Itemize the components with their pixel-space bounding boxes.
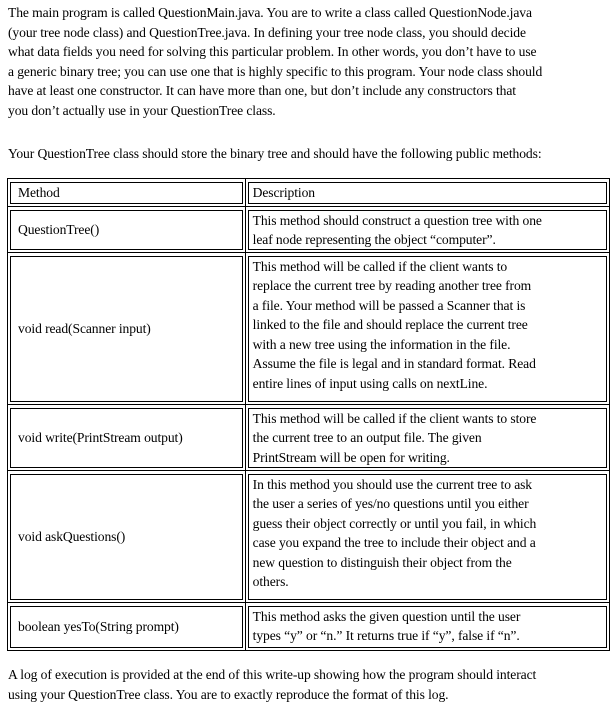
table-row: [8, 207, 610, 253]
method-signature: void askQuestions(): [18, 528, 126, 544]
header-method-label: Method: [18, 184, 60, 200]
method-cell: [8, 471, 246, 603]
method-cell: [8, 207, 246, 253]
intro-line: have at least one constructor. It can have more than one, but don’t include any constructors that: [8, 83, 516, 99]
description-line: the user a series of yes/no questions until you either: [252, 496, 529, 512]
description-line: types “y” or “n.” It returns true if “y”, false if “n”.: [252, 628, 520, 644]
method-signature: boolean yesTo(String prompt): [18, 618, 179, 634]
description-line: Assume the file is legal and in standard format. Read: [252, 356, 536, 372]
outro-line: using your QuestionTree class. You are to exactly reproduce the format of this log.: [8, 686, 449, 702]
outro-line: A log of execution is provided at the end of this write-up showing how the program should interact: [8, 667, 537, 682]
description-line: guess their object correctly or until you fail, in which: [252, 515, 537, 531]
lead-line: Your QuestionTree class should store the binary tree and should have the following public methods:: [8, 146, 542, 161]
description-cell: [245, 471, 609, 603]
description-line: the current tree to an output file. The given: [252, 430, 482, 446]
header-description-cell: [245, 179, 609, 207]
description-line: replace the current tree by reading another tree from: [252, 278, 532, 294]
outro-paragraph: [8, 665, 612, 704]
table-row: [8, 253, 610, 405]
intro-line: (your tree node class) and QuestionTree.java. In defining your tree node class, you should decide: [8, 24, 526, 40]
description-cell: [245, 207, 609, 253]
description-cell: [245, 603, 609, 651]
methods-table: [7, 178, 610, 651]
description-line: This method asks the given question until the user: [252, 608, 521, 624]
description-line: a file. Your method will be passed a Scanner that is: [252, 297, 526, 313]
method-signature: QuestionTree(): [18, 221, 100, 237]
intro-line: what data fields you need for solving this particular problem. In other words, you don’t have to use: [8, 44, 537, 60]
description-line: leaf node representing the object “computer”.: [252, 232, 496, 248]
description-line: others.: [252, 574, 289, 590]
description-line: This method should construct a question tree with one: [252, 212, 542, 228]
method-signature: void read(Scanner input): [18, 320, 151, 336]
table-row: [8, 603, 610, 651]
intro-line: you don’t actually use in your QuestionTree class.: [8, 102, 276, 118]
method-signature: void write(PrintStream output): [18, 429, 183, 445]
method-cell: [8, 603, 246, 651]
description-line: with a new tree using the information in the file.: [252, 336, 511, 352]
lead-paragraph: [8, 144, 612, 164]
description-line: new question to distinguish their object from the: [252, 554, 512, 570]
table-row: [8, 405, 610, 471]
description-line: This method will be called if the client wants to: [252, 258, 508, 274]
description-line: entire lines of input using calls on nextLine.: [252, 376, 488, 392]
intro-line: The main program is called QuestionMain.java. You are to write a class called QuestionNode.java: [8, 5, 532, 20]
header-description-label: Description: [252, 184, 315, 200]
table-row: [8, 471, 610, 603]
description-line: In this method you should use the current tree to ask: [252, 476, 533, 492]
intro-paragraph: [8, 3, 612, 121]
method-cell: [8, 405, 246, 471]
description-cell: [245, 405, 609, 471]
description-line: This method will be called if the client wants to store: [252, 410, 537, 426]
intro-line: a generic binary tree; you can use one that is highly specific to this program. Your node class should: [8, 63, 543, 79]
description-cell: [245, 253, 609, 405]
table-header-row: [8, 179, 610, 207]
header-method-cell: [8, 179, 246, 207]
description-line: case you expand the tree to include their object and a: [252, 535, 536, 551]
description-line: linked to the file and should replace the current tree: [252, 317, 528, 333]
description-line: PrintStream will be open for writing.: [252, 449, 450, 465]
method-cell: [8, 253, 246, 405]
